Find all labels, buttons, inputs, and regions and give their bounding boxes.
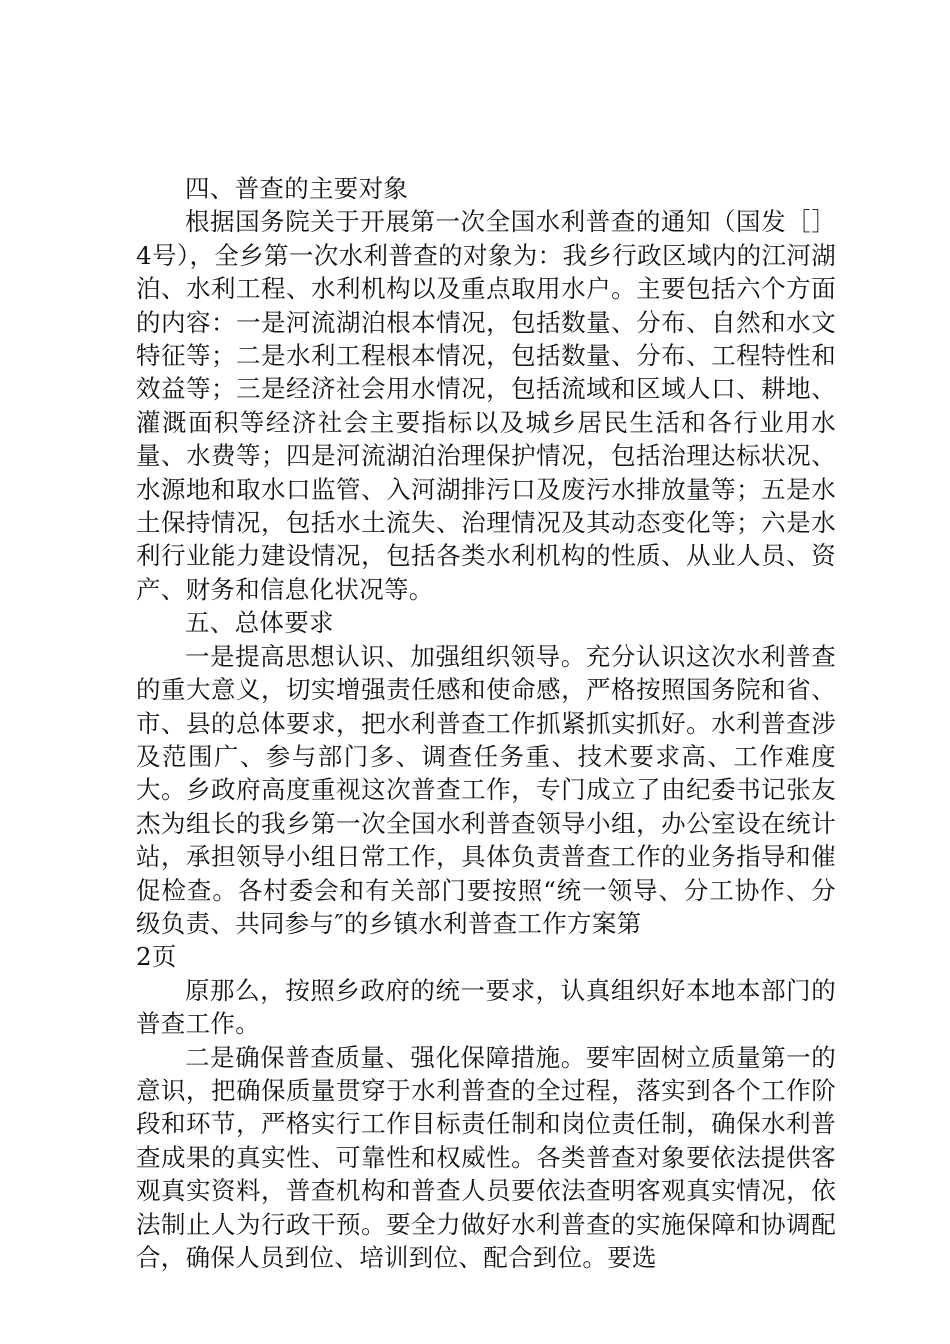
section-5-heading: 五、总体要求 [185,608,334,638]
section-4-heading: 四、普查的主要对象 [185,174,409,203]
page-marker: 2页 [136,942,177,972]
section-5-paragraph-3: 二是确保普查质量、强化保障措施。要牢固树立质量第一的意识，把确保质量贯穿于水利普查的全过程，落实到各个工作阶段和环节，严格实行工作目标责任制和岗位责任制，确保水利普查成果的真实性、可靠性和权威性。各类普查对象要依法提供客观真实资料，普查机构和普查人员要依法查明客观真实情况，依法制止人为行政干预。要全力做好水利普查的实施保障和协调配合，确保人员到位、培训到位、配合到位。要选 [136,1042,836,1272]
document-page [136,172,836,1274]
section-5-paragraph-2: 原那么，按照乡政府的统一要求，认真组织好本地本部门的普查工作。 [136,975,836,1039]
section-4-body: 根据国务院关于开展第一次全国水利普查的通知（国发［］4号），全乡第一次水利普查的对象为：我乡行政区域内的江河湖泊、水利工程、水利机构以及重点取用水户。主要包括六个方面的内容：一是河流湖泊根本情况，包括数量、分布、自然和水文特征等；二是水利工程根本情况，包括数量、分布、工程特性和效益等；三是经济社会用水情况，包括流域和区域人口、耕地、灌溉面积等经济社会主要指标以及城乡居民生活和各行业用水量、水费等；四是河流湖泊治理保护情况，包括治理达标状况、水源地和取水口监管、入河湖排污口及废污水排放量等；五是水土保持情况，包括水土流失、治理情况及其动态变化等；六是水利行业能力建设情况，包括各类水利机构的性质、从业人员、资产、财务和信息化状况等。 [136,207,836,604]
section-5-paragraph-1: 一是提高思想认识、加强组织领导。充分认识这次水利普查的重大意义，切实增强责任感和使命感，严格按照国务院和省、市、县的总体要求，把水利普查工作抓紧抓实抓好。水利普查涉及范围广、参与部门多、调查任务重、技术要求高、工作难度大。乡政府高度重视这次普查工作，专门成立了由纪委书记张友杰为组长的我乡第一次全国水利普查领导小组，办公室设在统计站，承担领导小组日常工作，具体负责普查工作的业务指导和催促检查。各村委会和有关部门要按照“统一领导、分工协作、分级负责、共同参与″的乡镇水利普查工作方案第 [136,641,836,938]
